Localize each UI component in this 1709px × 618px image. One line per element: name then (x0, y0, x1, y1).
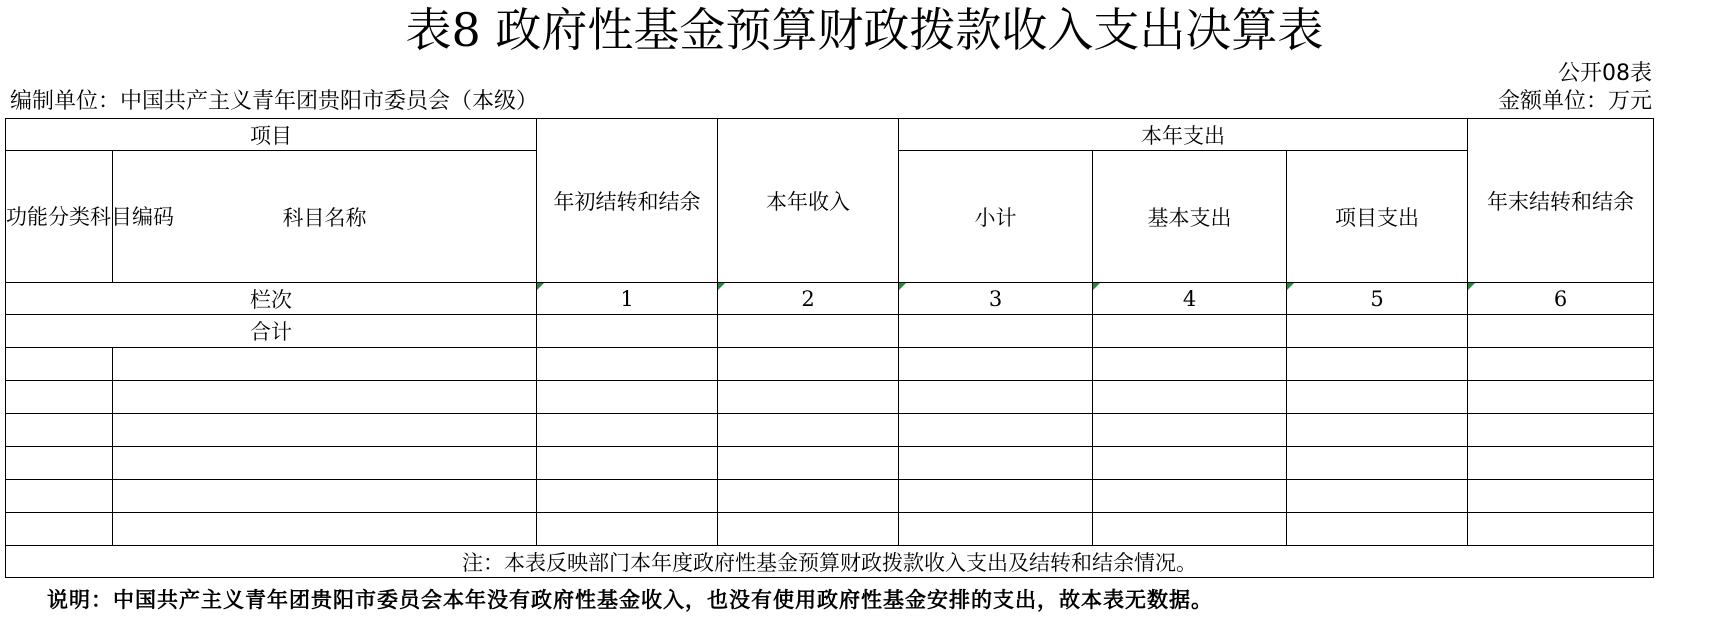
table-cell (537, 513, 718, 546)
table-cell (718, 480, 899, 513)
table-cell (113, 381, 537, 414)
table-cell (537, 381, 718, 414)
table-row (6, 513, 1654, 546)
table-cell (1468, 480, 1654, 513)
header-subtotal: 小计 (899, 151, 1093, 283)
table-cell (1468, 414, 1654, 447)
table-cell (718, 381, 899, 414)
table-cell (6, 381, 113, 414)
total-label: 合计 (6, 315, 537, 348)
table-row (6, 381, 1654, 414)
header-func-code: 功能分类科目编码 (6, 151, 113, 283)
table-cell (899, 414, 1093, 447)
table-cell (1468, 348, 1654, 381)
header-item: 项目 (6, 119, 537, 151)
table-code: 公开08表 (1558, 61, 1652, 86)
header-current-income: 本年收入 (718, 119, 899, 283)
table-cell (537, 315, 718, 348)
table-cell (1468, 315, 1654, 348)
header-project-expense: 项目支出 (1287, 151, 1468, 283)
column-number: 4 (1093, 283, 1287, 315)
table-cell (537, 348, 718, 381)
table-cell (899, 513, 1093, 546)
column-number: 6 (1468, 283, 1654, 315)
table-cell (899, 447, 1093, 480)
table-cell (113, 513, 537, 546)
table-cell (718, 315, 899, 348)
table-row (6, 447, 1654, 480)
table-cell (1093, 315, 1287, 348)
table-cell (899, 480, 1093, 513)
table-row (6, 348, 1654, 381)
table-cell (1287, 414, 1468, 447)
column-number: 3 (899, 283, 1093, 315)
cell-marker-icon (1468, 283, 1475, 290)
column-number: 5 (1287, 283, 1468, 315)
column-row-label: 栏次 (6, 283, 537, 315)
header-basic-expense: 基本支出 (1093, 151, 1287, 283)
table-cell (1287, 480, 1468, 513)
table-cell (899, 348, 1093, 381)
table-note: 注：本表反映部门本年度政府性基金预算财政拨款收入支出及结转和结余情况。 (6, 546, 1654, 578)
table-cell (1093, 414, 1287, 447)
total-row (6, 315, 1654, 348)
note-row (6, 546, 1654, 578)
table-cell (1287, 315, 1468, 348)
page-title: 表8 政府性基金预算财政拨款收入支出决算表 (405, 3, 1324, 57)
amount-unit: 金额单位：万元 (1497, 89, 1652, 114)
table-cell (1093, 381, 1287, 414)
cell-marker-icon (537, 283, 544, 290)
cell-marker-icon (718, 283, 725, 290)
column-number: 1 (537, 283, 718, 315)
table-cell (113, 348, 537, 381)
table-cell (1093, 513, 1287, 546)
table-cell (718, 447, 899, 480)
cell-marker-icon (1093, 283, 1100, 290)
table-cell (113, 447, 537, 480)
table-cell (537, 414, 718, 447)
column-number: 2 (718, 283, 899, 315)
header-current-expense: 本年支出 (899, 119, 1468, 151)
cell-marker-icon (1287, 283, 1294, 290)
table-cell (6, 414, 113, 447)
table-cell (537, 480, 718, 513)
table-cell (537, 447, 718, 480)
table-cell (899, 381, 1093, 414)
table-cell (1093, 447, 1287, 480)
table-cell (899, 315, 1093, 348)
table-cell (6, 348, 113, 381)
table-cell (718, 414, 899, 447)
table-cell (1468, 447, 1654, 480)
table-cell (1468, 381, 1654, 414)
table-cell (1287, 348, 1468, 381)
table-cell (113, 414, 537, 447)
table-cell (1287, 381, 1468, 414)
table-cell (113, 480, 537, 513)
table-cell (1468, 513, 1654, 546)
column-number-row (6, 283, 1654, 315)
table-cell (6, 480, 113, 513)
table-cell (6, 513, 113, 546)
header-closing-balance: 年末结转和结余 (1468, 119, 1654, 283)
table-row (6, 480, 1654, 513)
header-opening-balance: 年初结转和结余 (537, 119, 718, 283)
table-cell (1093, 480, 1287, 513)
table-row (6, 414, 1654, 447)
table-cell (718, 348, 899, 381)
table-cell (1287, 513, 1468, 546)
table-cell (1287, 447, 1468, 480)
table-cell (6, 447, 113, 480)
table-cell (718, 513, 899, 546)
header-subject-name: 科目名称 (113, 151, 537, 283)
budget-table (5, 118, 1654, 578)
compiling-unit: 编制单位：中国共产主义青年团贵阳市委员会（本级） (10, 89, 539, 114)
explanation-text: 说明：中国共产主义青年团贵阳市委员会本年没有政府性基金收入，也没有使用政府性基金安排的支出，故本表无数据。 (47, 588, 1213, 612)
cell-marker-icon (899, 283, 906, 290)
table-cell (1093, 348, 1287, 381)
